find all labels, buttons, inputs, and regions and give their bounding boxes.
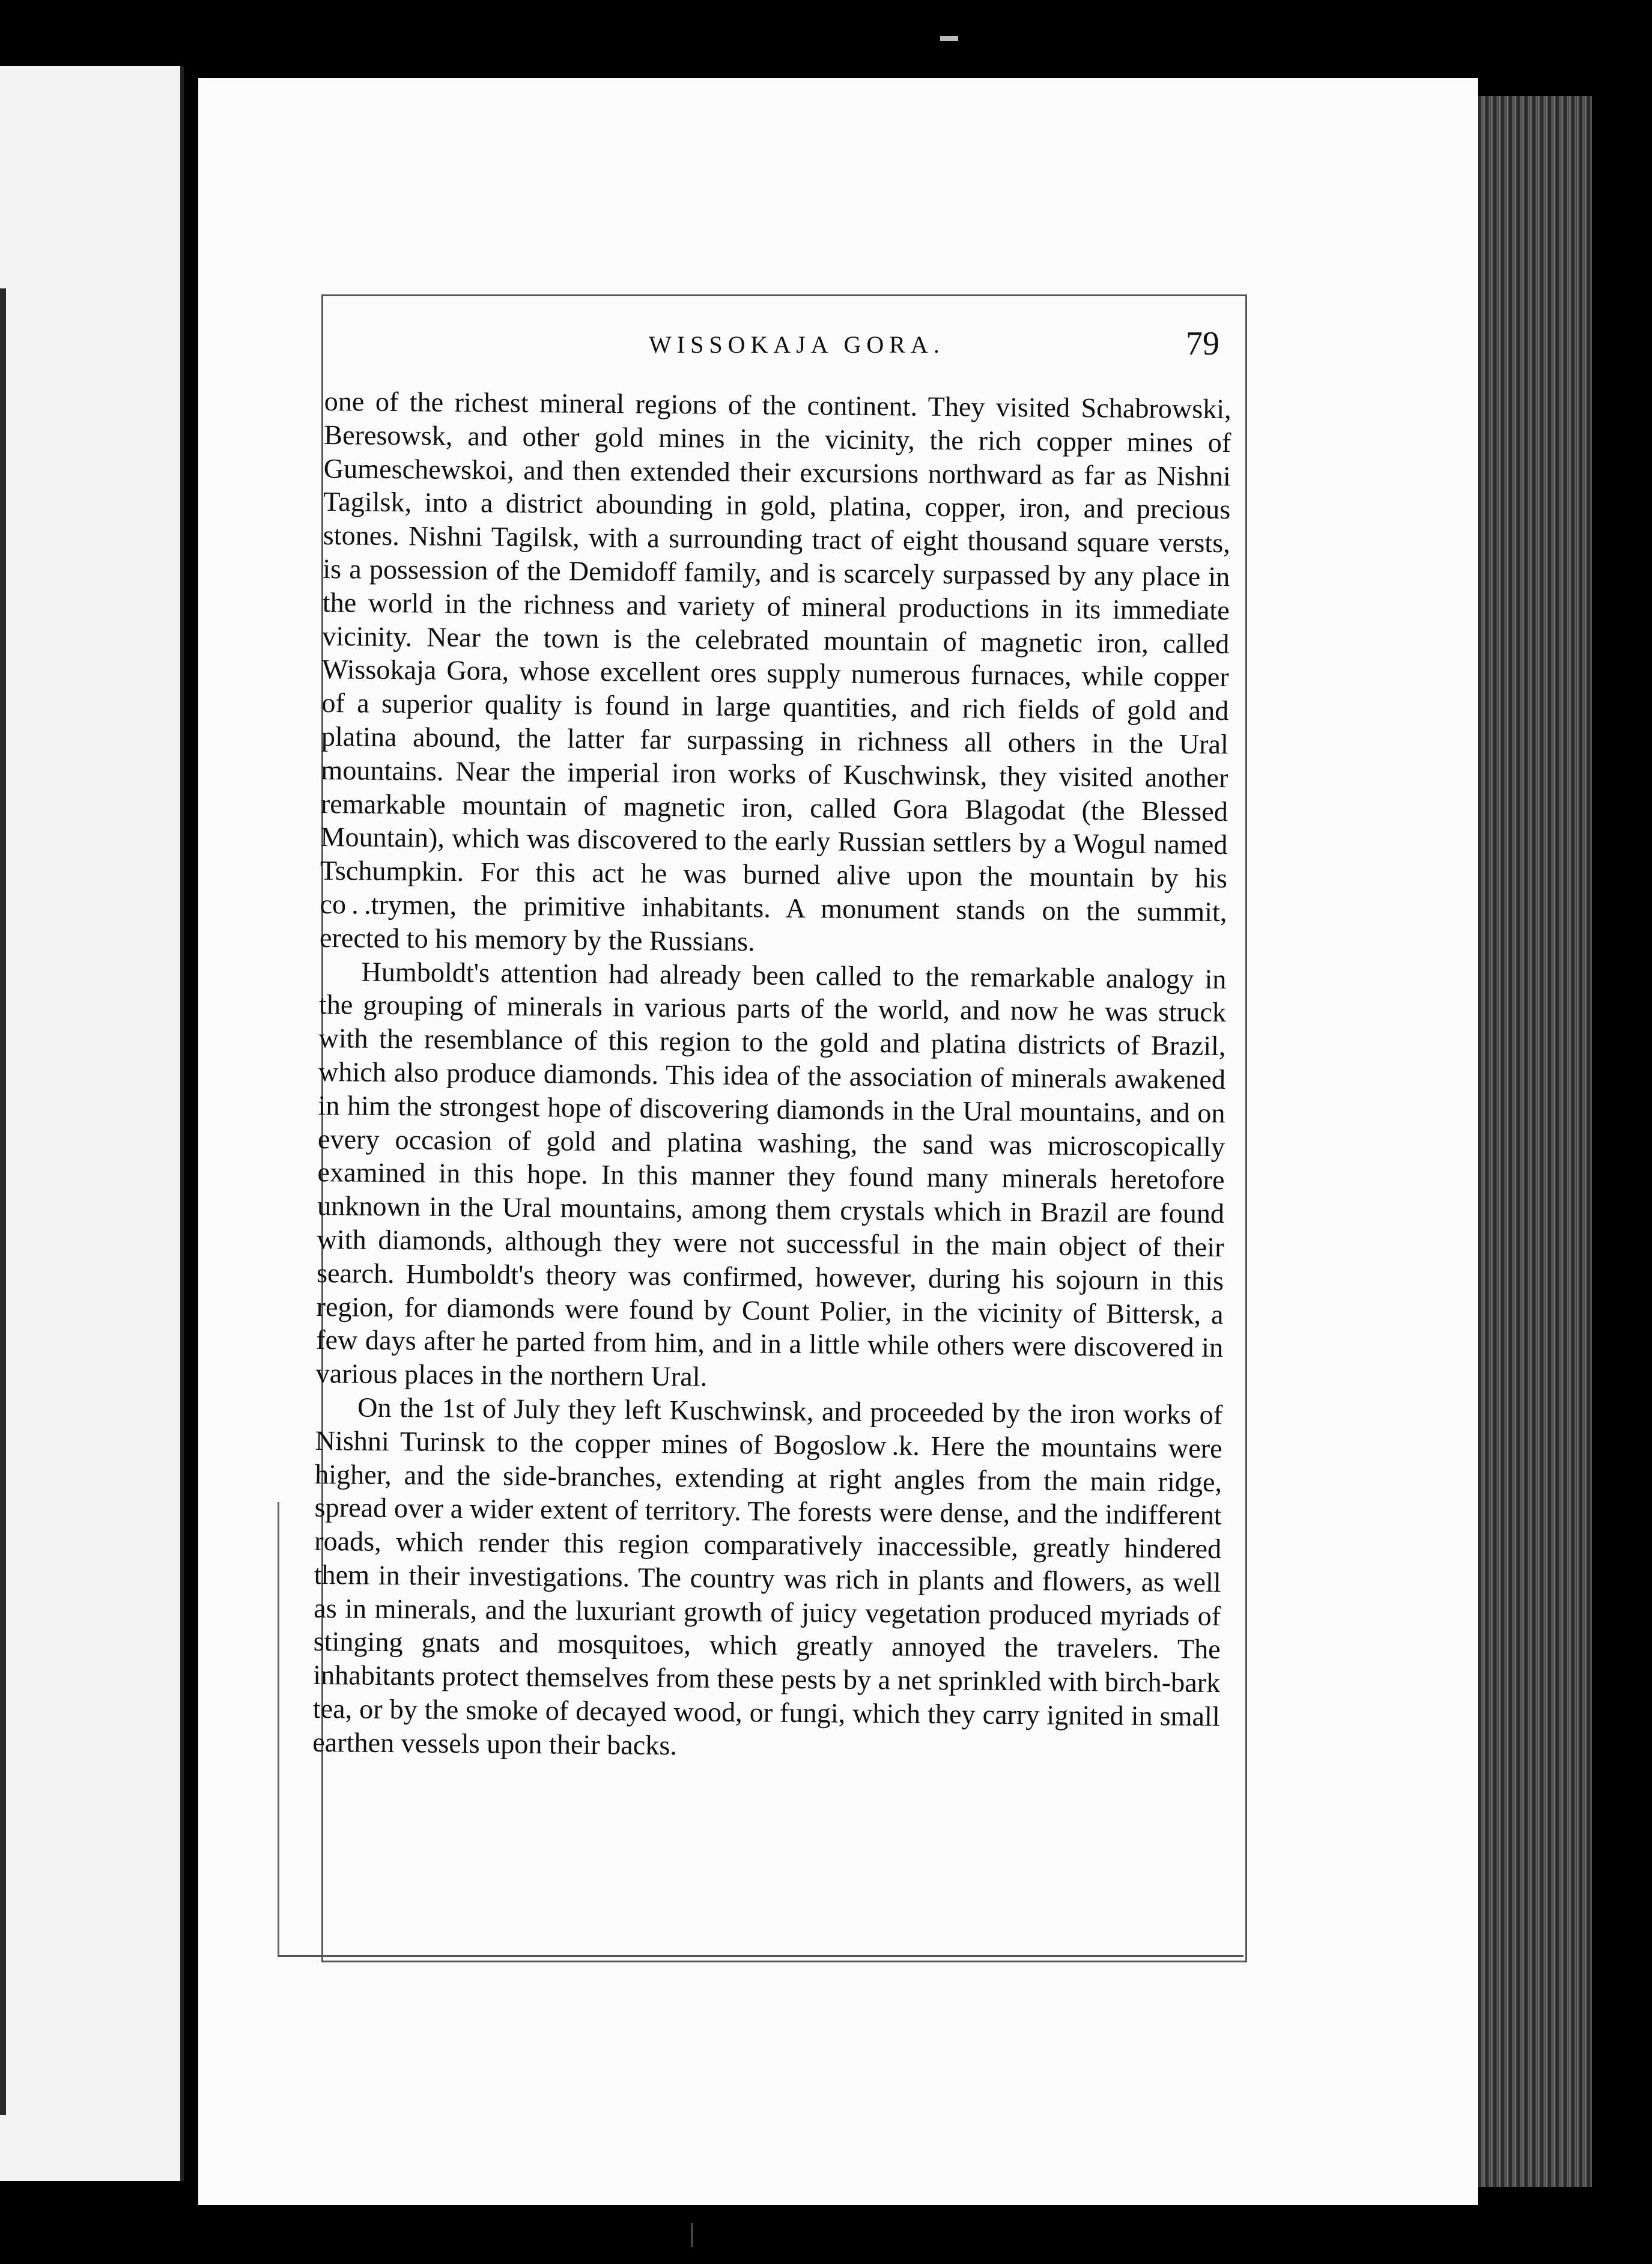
page-block-edge — [1478, 96, 1592, 2187]
running-title: WISSOKAJA GORA. — [649, 331, 945, 358]
frame-left-rule — [278, 1502, 279, 1955]
left-page-rule — [0, 288, 6, 2115]
paragraph: Humboldt's attention had already been called to the remarkable analogy in the grouping of minerals in various parts of the world, and now he was struck with the resemblance of this region to the gold and platina districts of Brazil, which also produce diamonds. This idea of the association of minerals awakened in him the strongest hope of discovering diamonds in the Ural mountains, and on every occasion of gold and platina washing, the sand was microscopically examined in this hope. In this manner they found many minerals heretofore unknown in the Ural mountains, among them crystals which in Brazil are found with diamonds, although they were not successful in the main object of their search. Humboldt's theory was confirmed, however, during his sojourn in this region, for diamonds were found by Count Polier, in the vicinity of Bittersk, a few days after he parted from him, and in a little while others were discovered in various places in the northern Ural. — [315, 956, 1227, 1392]
scan-mark — [691, 2223, 693, 2247]
frame-bottom-rule — [278, 1955, 1244, 1957]
page-number: 79 — [1186, 325, 1219, 362]
paragraph: On the 1st of July they left Kuschwinsk, and proceeded by the iron works of Nishni Turinsk to the copper mines of Bogoslow .k. Here the mountains were higher, and the side-branches, extending at right angles from the main ridge, spread over a wider extent of territory. The forests were dense, and the indifferent roads, which render this region comparatively inaccessible, greatly hindered them in their investigations. The country was rich in plants and flowers, as well as in minerals, and the luxuriant growth of juicy vegetation produced myriads of stinging gnats and mosquitoes, which greatly annoyed the travelers. The inhabitants protect themselves from these pests by a net sprinkled with birch-bark tea, or by the smoke of decayed wood, or fungi, which they carry ignited in small earthen vessels upon their backs. — [312, 1392, 1223, 1761]
running-head — [360, 324, 1237, 379]
paragraph: one of the richest mineral regions of the continent. They visited Schabrowski, Beresowsk, and other gold mines in the vicinity, the rich copper mines of Gumeschewskoi, and then extended their excursions northward as far as Nishni Tagilsk, into a district abounding in gold, platina, copper, iron, and precious stones. Nishni Tagilsk, with a surrounding tract of eight thousand square versts, is a possession of the Demidoff family, and is scarcely surpassed by any place in the world in the richness and variety of mineral productions in its immediate vicinity. Near the town is the celebrated mountain of magnetic iron, called Wissokaja Gora, whose excellent ores supply numerous furnaces, while copper of a superior quality is found in large quantities, and rich fields of gold and platina abound, the latter far surpassing in richness all others in the Ural mountains. Near the imperial iron works of Kuschwinsk, they visited another remarkable mountain of magnetic iron, called Gora Blagodat (the Blessed Mountain), which was discovered to the early Russian settlers by a Wogul named Tschumpkin. For this act he was burned alive upon the mountain by his co . .trymen, the primitive inhabitants. A monument stands on the summit, erected to his memory by the Russians. — [319, 385, 1231, 957]
body-text — [312, 385, 1231, 1767]
left-facing-page — [0, 66, 184, 2181]
scan-mark — [940, 36, 958, 41]
